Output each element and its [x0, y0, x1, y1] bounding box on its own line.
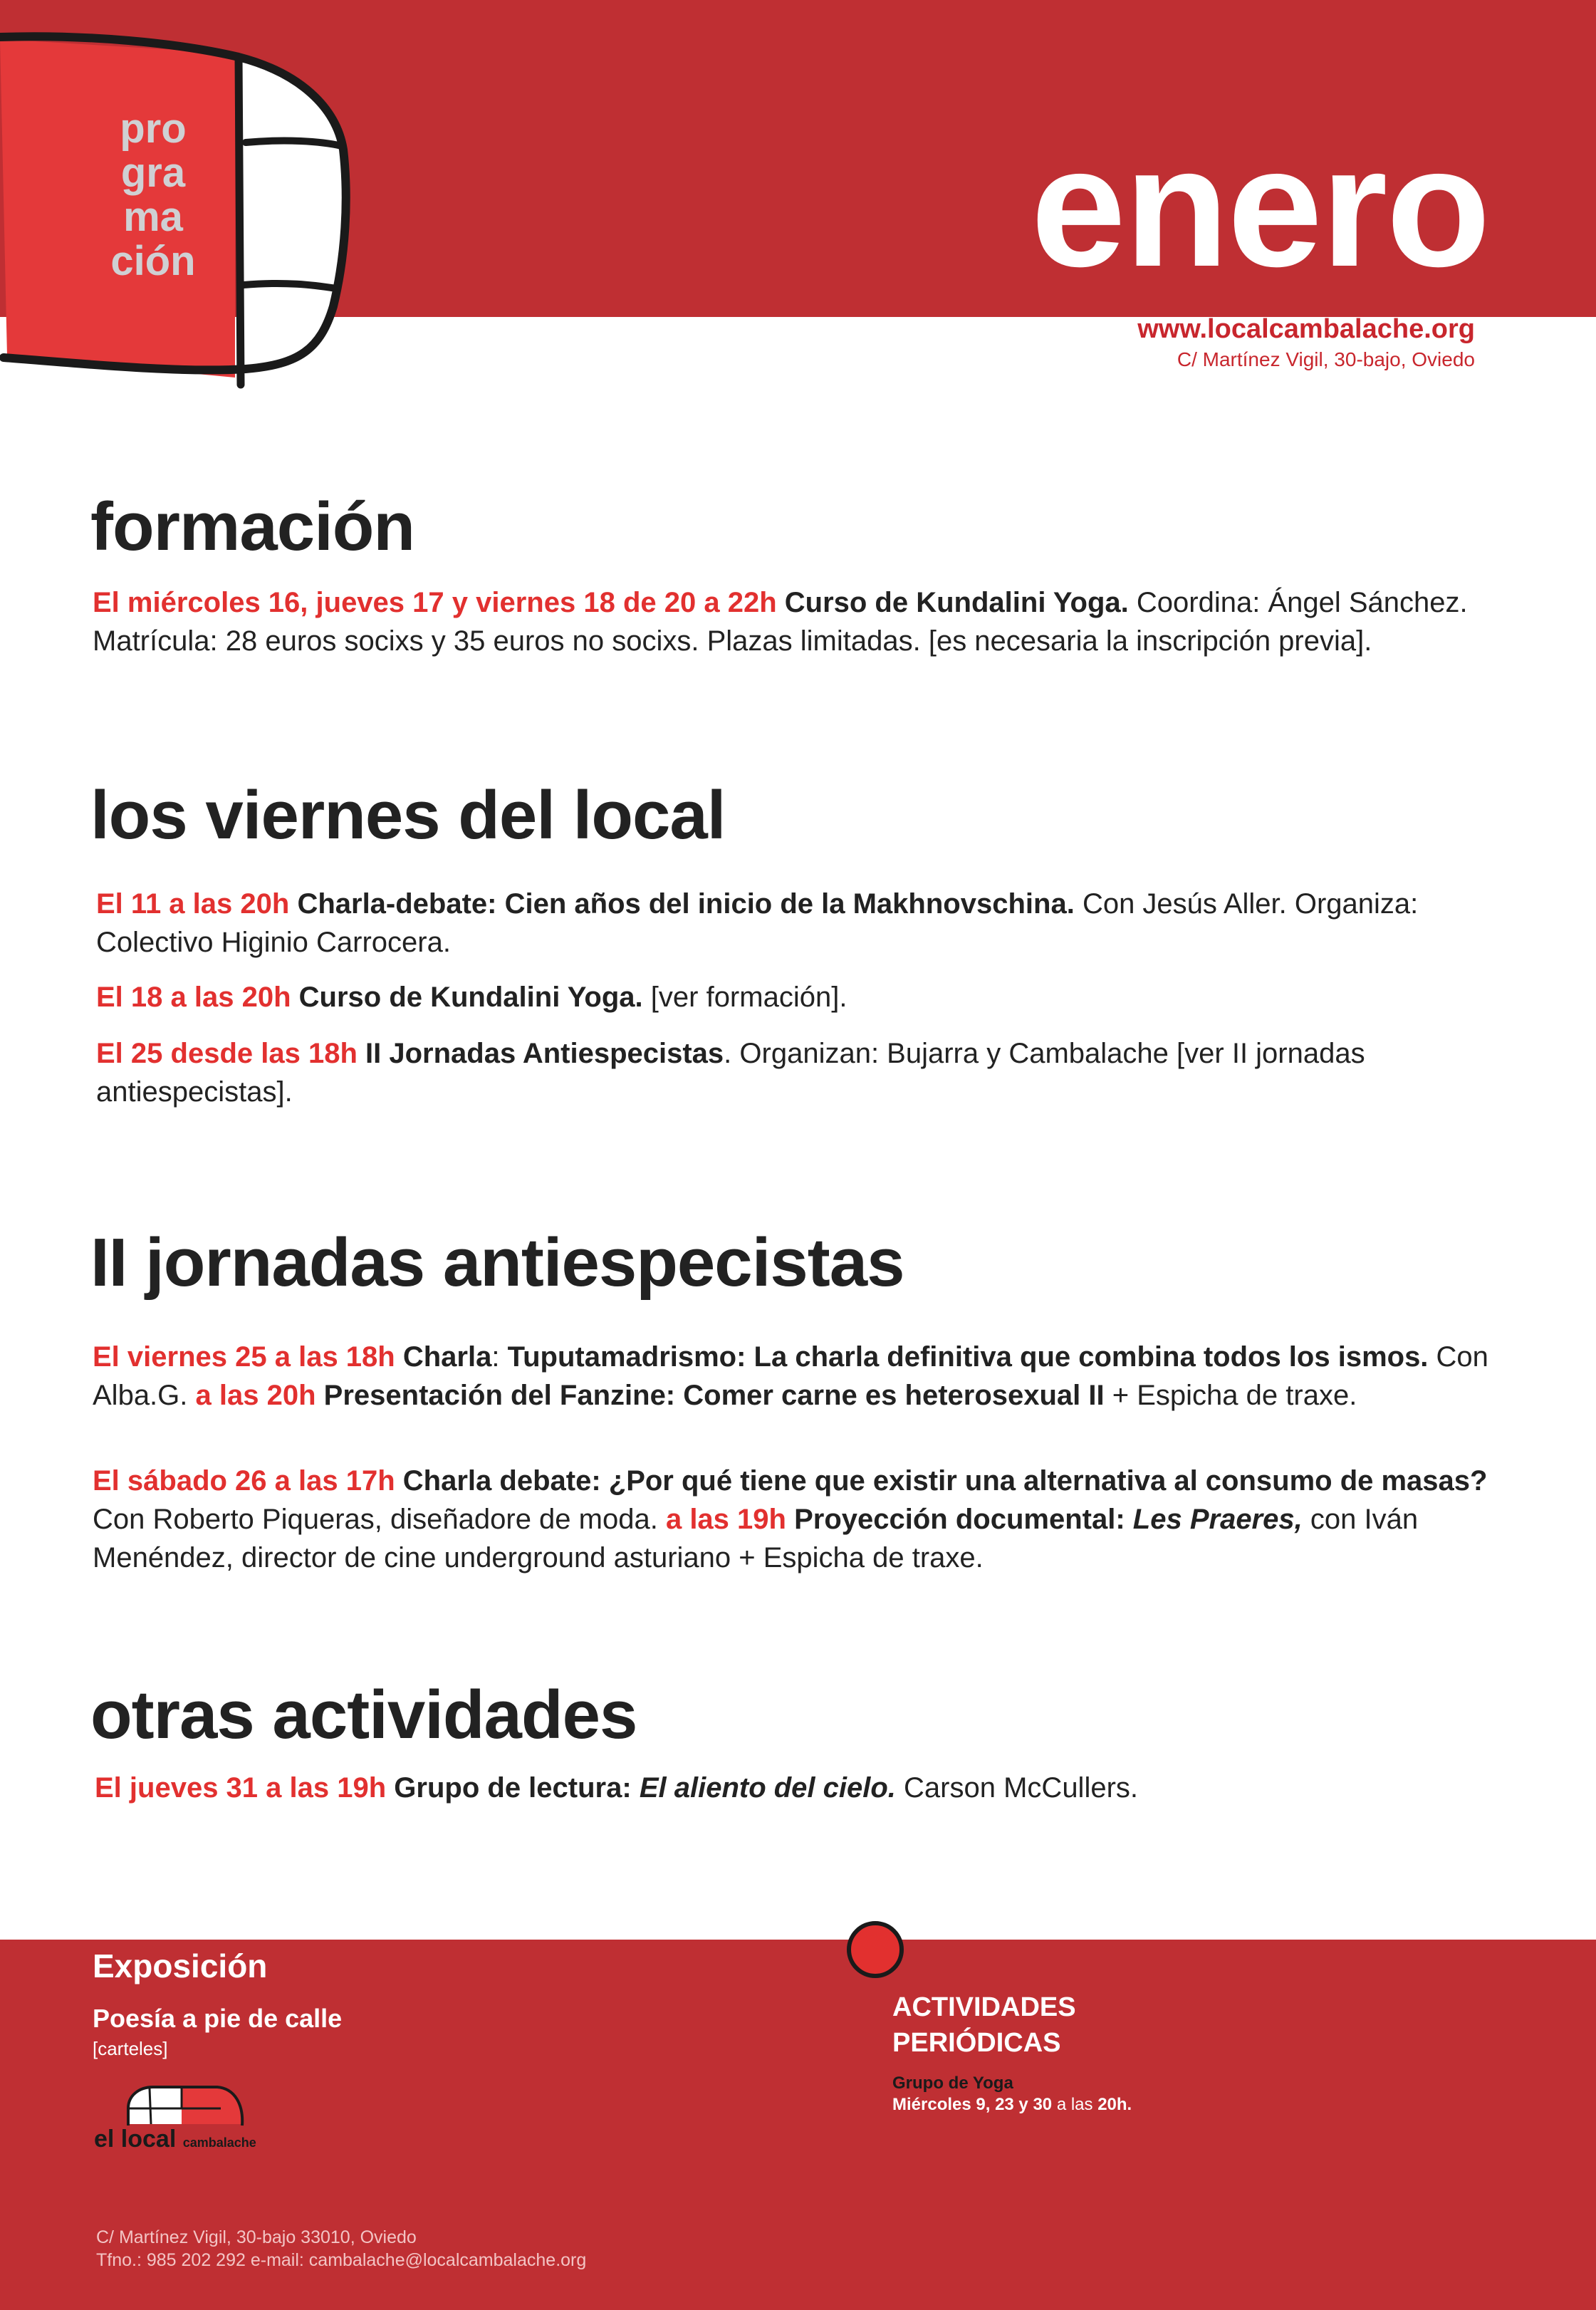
programacion-word	[107, 107, 199, 283]
event-details: . Organizan: Bujarra y Cambalache [ver II jornadas antiespecistas].	[96, 1038, 1365, 1108]
viernes-paragraph-2	[96, 978, 1513, 1016]
book-author: Carson McCullers.	[904, 1772, 1139, 1804]
event-speaker: Con Roberto Piqueras, diseñadore de moda.	[93, 1504, 658, 1535]
event-details: [ver formación].	[650, 982, 847, 1013]
prog-syllable-4: ción	[110, 238, 196, 284]
el-local-name: el local	[94, 2126, 177, 2153]
film-title: Les Praeres,	[1132, 1504, 1303, 1535]
yoga-schedule	[892, 2094, 1132, 2116]
prog-syllable-1: pro	[120, 105, 187, 152]
footer-contact: Tfno.: 985 202 292 e-mail: cambalache@localcambalache.org	[96, 2250, 587, 2270]
prog-syllable-3: ma	[123, 194, 183, 240]
jornadas-paragraph-2	[93, 1462, 1510, 1577]
event-name: II Jornadas Antiespecistas	[365, 1038, 724, 1069]
event-date: El 18 a las 20h	[96, 982, 291, 1013]
event-date: El 11 a las 20h	[96, 888, 290, 920]
event-time-2: a las 20h	[195, 1380, 316, 1411]
event-name: Charla debate: ¿Por qué tiene que existir una alternativa al consumo de masas?	[402, 1465, 1488, 1497]
viernes-paragraph-1	[96, 885, 1513, 962]
event-details: Coordina: Ángel Sánchez. Matrícula: 28 euros socixs y 35 euros no socixs. Plazas limitadas. [es necesaria la inscripción previa].	[93, 587, 1468, 657]
event-name: Curso de Kundalini Yoga.	[298, 982, 643, 1013]
section-title-jornadas: II jornadas antiespecistas	[90, 1224, 904, 1301]
formacion-paragraph	[93, 583, 1510, 660]
event-name: Tuputamadrismo: La charla definitiva que combina todos los ismos.	[507, 1341, 1429, 1373]
section-title-otras: otras actividades	[90, 1677, 637, 1753]
event-speaker: Con Alba.G.	[93, 1341, 1488, 1411]
event-date: El sábado 26 a las 17h	[93, 1465, 395, 1497]
event-name: Curso de Kundalini Yoga.	[784, 587, 1129, 618]
prog-syllable-2: gra	[120, 150, 186, 196]
footer-address: C/ Martínez Vigil, 30-bajo 33010, Oviedo	[96, 2227, 417, 2247]
exposicion-title: Exposición	[93, 1947, 268, 1984]
act-title-line-1: ACTIVIDADES	[892, 1992, 1076, 2022]
viernes-paragraph-3	[96, 1034, 1513, 1111]
book-title: El aliento del cielo.	[639, 1772, 896, 1804]
section-title-formacion: formación	[90, 489, 415, 565]
exposicion-subtitle: Poesía a pie de calle	[93, 2004, 343, 2033]
event-details: Con Jesús Aller. Organiza: Colectivo Higinio Carrocera.	[96, 888, 1419, 958]
yoga-group-title: Grupo de Yoga	[892, 2074, 1013, 2093]
act-title-line-2: PERIÓDICAS	[892, 2028, 1061, 2058]
el-local-wordmark	[94, 2125, 256, 2157]
yoga-mid: a las	[1056, 2095, 1093, 2114]
el-local-small: cambalache	[182, 2135, 256, 2150]
event-name: Charla-debate: Cien años del inicio de la Makhnovschina.	[297, 888, 1075, 920]
event-details: + Espicha de traxe.	[1112, 1380, 1357, 1411]
website-link[interactable]: www.localcambalache.org	[1137, 314, 1475, 344]
exposicion-note: [carteles]	[93, 2038, 168, 2059]
event-colon: :	[491, 1341, 500, 1373]
yoga-time: 20h.	[1097, 2095, 1132, 2114]
event-date: El miércoles 16, jueves 17 y viernes 18 de 20 a 22h	[93, 587, 777, 618]
event-date: El jueves 31 a las 19h	[95, 1772, 387, 1804]
el-local-logo-icon	[121, 2080, 249, 2130]
event-name-2: Proyección documental:	[794, 1504, 1125, 1535]
event-date: El 25 desde las 18h	[96, 1038, 358, 1069]
section-title-viernes: los viernes del local	[90, 777, 726, 853]
red-dot-icon	[847, 1921, 904, 1978]
jornadas-paragraph-1	[93, 1338, 1510, 1415]
month-title: enero	[1031, 111, 1489, 302]
yoga-days: Miércoles 9, 23 y 30	[892, 2095, 1053, 2114]
event-name-2: Presentación del Fanzine: Comer carne es heterosexual II	[323, 1380, 1105, 1411]
event-date: El viernes 25 a las 18h	[93, 1341, 395, 1373]
event-details: con Iván Menéndez, director de cine underground asturiano + Espicha de traxe.	[93, 1504, 1419, 1573]
event-name: Grupo de lectura:	[394, 1772, 632, 1804]
header-address: C/ Martínez Vigil, 30-bajo, Oviedo	[1177, 348, 1475, 370]
event-type: Charla	[402, 1341, 492, 1373]
event-time-2: a las 19h	[665, 1504, 786, 1535]
otras-paragraph-1	[95, 1769, 1512, 1807]
actividades-periodicas-title	[892, 1989, 1320, 2061]
